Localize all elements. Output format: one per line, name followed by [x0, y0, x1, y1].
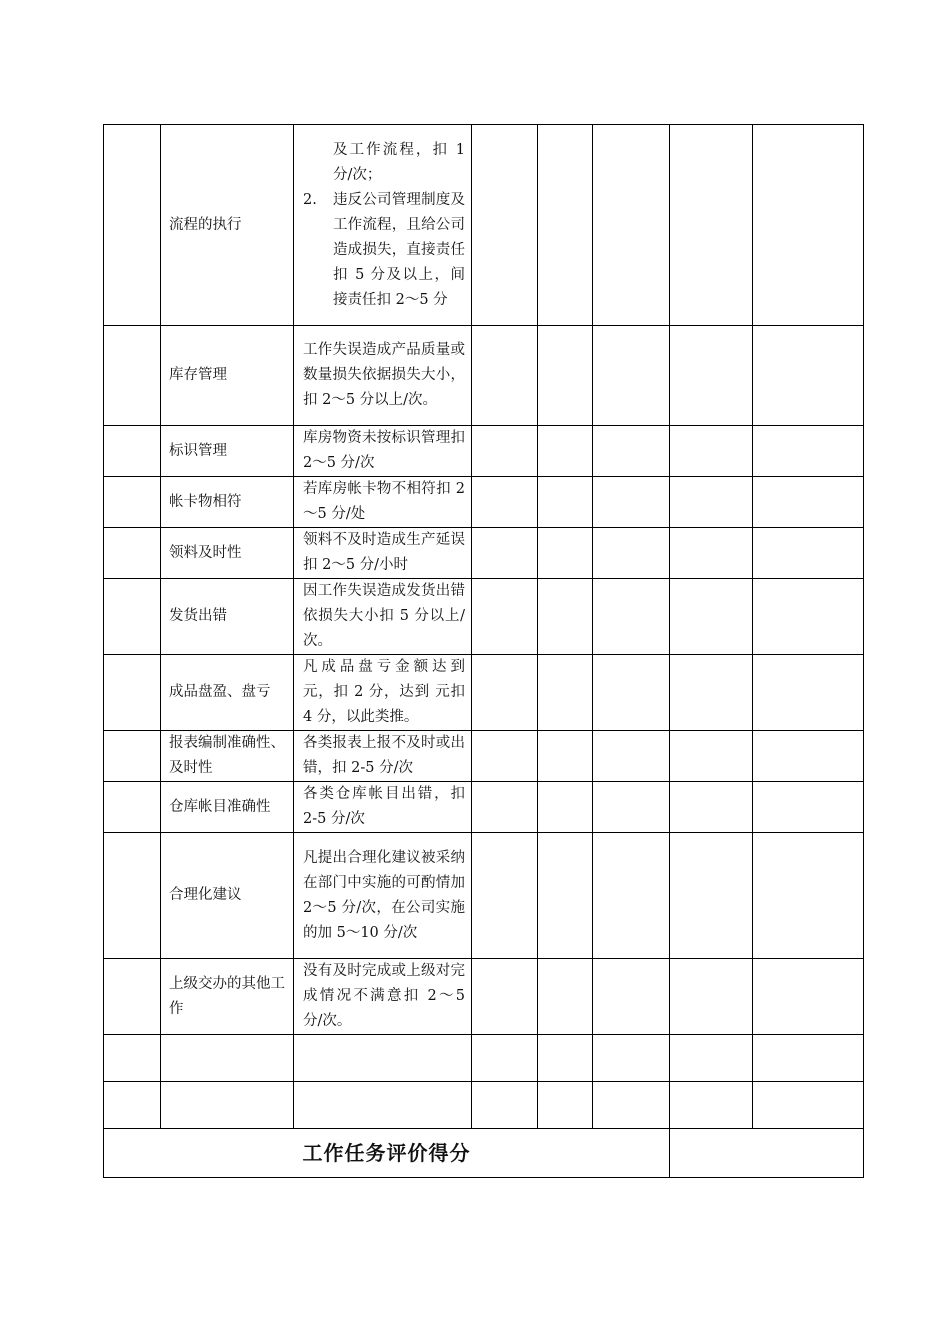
score-cell — [670, 426, 753, 477]
score-cell — [753, 528, 864, 579]
score-cell — [670, 731, 753, 782]
index-cell — [104, 426, 161, 477]
index-cell — [104, 1082, 161, 1129]
index-cell — [104, 528, 161, 579]
table-row — [104, 326, 864, 426]
item-name: 仓库帐目准确性 — [161, 782, 294, 833]
score-cell — [472, 782, 538, 833]
score-cell — [593, 782, 670, 833]
score-cell — [670, 579, 753, 655]
table-row — [104, 1035, 864, 1082]
item-name: 成品盘盈、盘亏 — [161, 655, 294, 731]
rule-text: 及工作流程，扣 1 分/次； — [333, 141, 465, 183]
item-name: 合理化建议 — [161, 833, 294, 959]
score-cell — [670, 782, 753, 833]
table-row — [104, 579, 864, 655]
score-cell — [753, 326, 864, 426]
total-score-label: 工作任务评价得分 — [104, 1129, 670, 1178]
table-row — [104, 959, 864, 1035]
item-name: 库存管理 — [161, 326, 294, 426]
score-cell — [593, 1082, 670, 1129]
score-cell — [472, 477, 538, 528]
item-name: 领料及时性 — [161, 528, 294, 579]
score-cell — [472, 731, 538, 782]
item-name — [161, 1035, 294, 1082]
item-name: 上级交办的其他工作 — [161, 959, 294, 1035]
score-cell — [472, 655, 538, 731]
score-cell — [670, 326, 753, 426]
score-cell — [538, 477, 593, 528]
index-cell — [104, 1035, 161, 1082]
rule-text: 违反公司管理制度及工作流程，且给公司造成损失，直接责任扣 5 分及以上，间接责任扣 2～5 分 — [333, 191, 465, 308]
score-cell — [472, 579, 538, 655]
item-name — [161, 1082, 294, 1129]
score-cell — [538, 1035, 593, 1082]
scoring-rule — [294, 1082, 472, 1129]
item-name: 流程的执行 — [161, 125, 294, 326]
score-cell — [538, 959, 593, 1035]
score-cell — [753, 959, 864, 1035]
score-cell — [670, 477, 753, 528]
score-cell — [593, 326, 670, 426]
score-cell — [538, 655, 593, 731]
score-cell — [753, 782, 864, 833]
score-cell — [753, 477, 864, 528]
score-cell — [753, 125, 864, 326]
score-cell — [593, 731, 670, 782]
score-cell — [538, 1082, 593, 1129]
index-cell — [104, 731, 161, 782]
score-cell — [593, 528, 670, 579]
score-cell — [472, 1035, 538, 1082]
scoring-rule: 领料不及时造成生产延误扣 2～5 分/小时 — [294, 528, 472, 579]
score-cell — [670, 1082, 753, 1129]
score-cell — [670, 655, 753, 731]
scoring-rule: 没有及时完成或上级对完成情况不满意扣 2～5 分/次。 — [294, 959, 472, 1035]
scoring-rule: 各类仓库帐目出错，扣 2-5 分/次 — [294, 782, 472, 833]
score-cell — [472, 1082, 538, 1129]
table-row — [104, 125, 864, 326]
scoring-rule — [294, 125, 472, 326]
index-cell — [104, 125, 161, 326]
evaluation-table — [103, 124, 864, 1178]
total-score-value — [670, 1129, 864, 1178]
score-cell — [670, 833, 753, 959]
score-cell — [593, 426, 670, 477]
item-name: 帐卡物相符 — [161, 477, 294, 528]
table-row — [104, 731, 864, 782]
index-cell — [104, 326, 161, 426]
score-cell — [670, 959, 753, 1035]
table-row — [104, 426, 864, 477]
table-row — [104, 782, 864, 833]
score-cell — [593, 579, 670, 655]
score-cell — [472, 125, 538, 326]
score-cell — [670, 528, 753, 579]
index-cell — [104, 579, 161, 655]
index-cell — [104, 782, 161, 833]
scoring-rule: 若库房帐卡物不相符扣 2～5 分/处 — [294, 477, 472, 528]
score-cell — [593, 833, 670, 959]
score-cell — [753, 579, 864, 655]
score-cell — [593, 655, 670, 731]
table-row — [104, 1082, 864, 1129]
score-cell — [472, 326, 538, 426]
score-cell — [593, 477, 670, 528]
score-cell — [753, 655, 864, 731]
score-cell — [472, 959, 538, 1035]
score-cell — [538, 833, 593, 959]
item-name: 标识管理 — [161, 426, 294, 477]
score-cell — [472, 528, 538, 579]
score-cell — [753, 833, 864, 959]
index-cell — [104, 959, 161, 1035]
score-cell — [472, 426, 538, 477]
item-name: 报表编制准确性、及时性 — [161, 731, 294, 782]
score-cell — [472, 833, 538, 959]
scoring-rule — [294, 1035, 472, 1082]
total-row — [104, 1129, 864, 1178]
score-cell — [670, 1035, 753, 1082]
score-cell — [593, 125, 670, 326]
index-cell — [104, 477, 161, 528]
index-cell — [104, 655, 161, 731]
score-cell — [538, 782, 593, 833]
score-cell — [538, 579, 593, 655]
table-row — [104, 477, 864, 528]
score-cell — [538, 326, 593, 426]
table-row — [104, 833, 864, 959]
score-cell — [670, 125, 753, 326]
scoring-rule: 凡成品盘亏金额达到 元，扣 2 分，达到 元扣 4 分，以此类推。 — [294, 655, 472, 731]
scoring-rule: 各类报表上报不及时或出错，扣 2-5 分/次 — [294, 731, 472, 782]
table-row — [104, 655, 864, 731]
index-cell — [104, 833, 161, 959]
score-cell — [593, 959, 670, 1035]
scoring-rule: 凡提出合理化建议被采纳在部门中实施的可酌情加 2～5 分/次，在公司实施的加 5～10 分/次 — [294, 833, 472, 959]
score-cell — [538, 731, 593, 782]
scoring-rule: 工作失误造成产品质量或数量损失依据损失大小，扣 2～5 分以上/次。 — [294, 326, 472, 426]
scoring-rule: 因工作失误造成发货出错依损失大小扣 5 分以上/次。 — [294, 579, 472, 655]
score-cell — [753, 426, 864, 477]
score-cell — [753, 731, 864, 782]
score-cell — [538, 528, 593, 579]
score-cell — [753, 1035, 864, 1082]
score-cell — [753, 1082, 864, 1129]
table-row — [104, 528, 864, 579]
item-name: 发货出错 — [161, 579, 294, 655]
score-cell — [593, 1035, 670, 1082]
rule-number: 2. — [303, 191, 317, 208]
scoring-rule: 库房物资未按标识管理扣 2～5 分/次 — [294, 426, 472, 477]
score-cell — [538, 426, 593, 477]
score-cell — [538, 125, 593, 326]
